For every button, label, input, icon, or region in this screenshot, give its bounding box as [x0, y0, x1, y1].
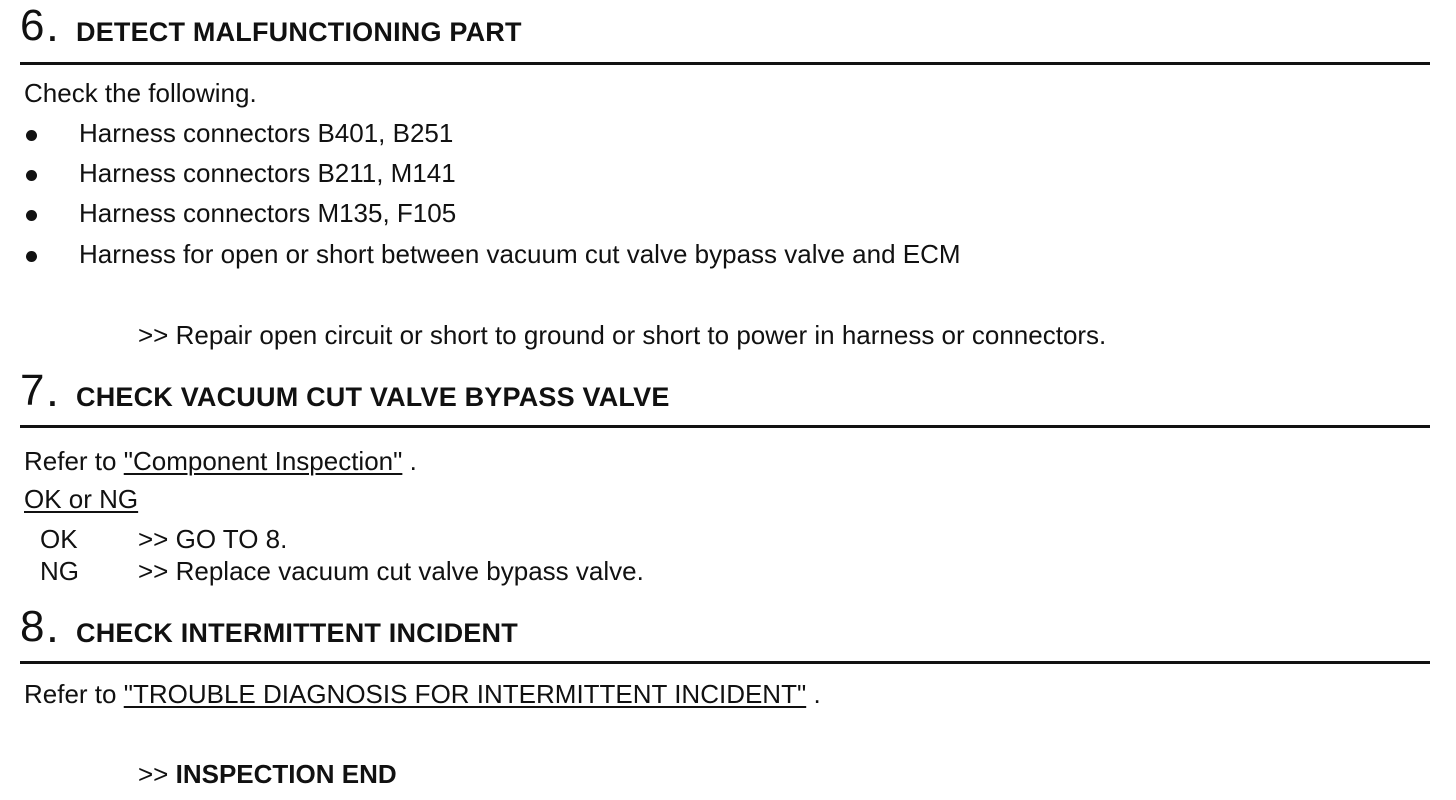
ng-action: >> Replace vacuum cut valve bypass valve. — [138, 556, 644, 586]
step-8-number: 8 — [20, 602, 45, 651]
end-prefix: >> — [138, 759, 169, 789]
bullet-icon — [26, 130, 37, 141]
step-8-dot: . — [48, 613, 57, 649]
step-7-title: CHECK VACUUM CUT VALVE BYPASS VALVE — [76, 382, 670, 412]
step-7-refer — [24, 446, 417, 476]
step-6-divider — [20, 62, 1430, 65]
intermittent-incident-link[interactable]: "TROUBLE DIAGNOSIS FOR INTERMITTENT INCIDENT" — [123, 679, 807, 709]
step-7-divider — [20, 425, 1430, 428]
ok-label: OK — [40, 524, 78, 554]
step-8-title: CHECK INTERMITTENT INCIDENT — [76, 618, 518, 648]
step-8-refer — [24, 679, 821, 709]
list-item-text: Harness connectors B211, M141 — [79, 158, 456, 188]
ok-action: >> GO TO 8. — [138, 524, 288, 554]
bullet-icon — [26, 210, 37, 221]
list-item-text: Harness for open or short between vacuum cut valve bypass valve and ECM — [79, 239, 961, 269]
step-6-result: >> Repair open circuit or short to ground or short to power in harness or connectors. — [138, 320, 1107, 350]
step-6-dot: . — [48, 12, 57, 48]
inspection-end — [138, 759, 397, 789]
step-6-title: DETECT MALFUNCTIONING PART — [76, 17, 522, 47]
step-6-intro: Check the following. — [24, 78, 257, 108]
step-7-number: 7 — [20, 366, 45, 415]
refer-prefix: Refer to — [24, 446, 117, 476]
bullet-icon — [26, 251, 37, 262]
component-inspection-link[interactable]: "Component Inspection" — [123, 446, 403, 476]
list-item-text: Harness connectors M135, F105 — [79, 198, 457, 228]
decision-label: OK or NG — [24, 484, 139, 514]
refer-suffix: . — [813, 679, 821, 709]
step-7-dot: . — [48, 377, 57, 413]
bullet-icon — [26, 170, 37, 181]
refer-prefix: Refer to — [24, 679, 117, 709]
ng-label: NG — [40, 556, 79, 586]
end-label: INSPECTION END — [175, 759, 397, 789]
list-item-text: Harness connectors B401, B251 — [79, 118, 454, 148]
refer-suffix: . — [409, 446, 417, 476]
step-8-divider — [20, 661, 1430, 664]
step-6-number: 6 — [20, 1, 45, 50]
